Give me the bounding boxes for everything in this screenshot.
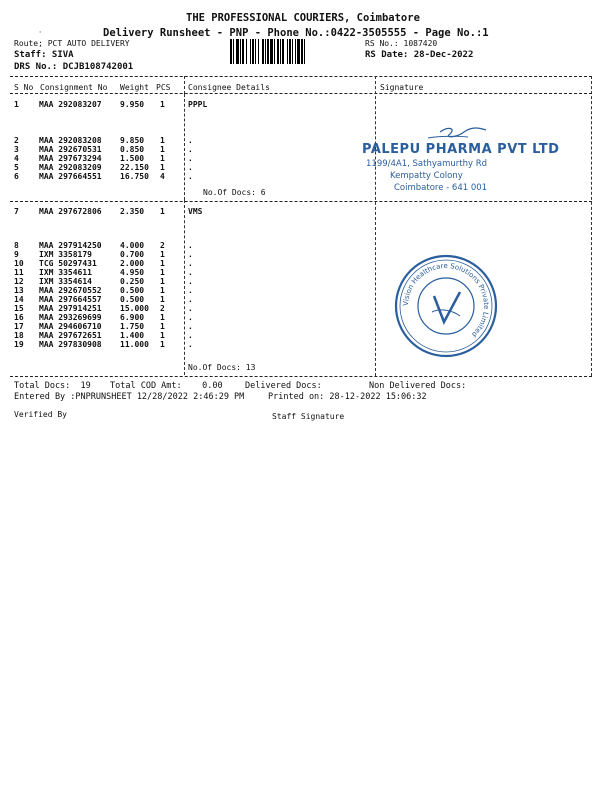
- row-consignee: .: [188, 250, 193, 259]
- row-consignee: .: [188, 268, 193, 277]
- col-header-weight: Weight: [120, 83, 149, 92]
- row-pieces: 1: [160, 322, 165, 331]
- col-header-pcs: PCS: [156, 83, 171, 92]
- row-weight: 9.850: [120, 136, 145, 145]
- row-weight: 0.850: [120, 145, 145, 154]
- row-serial-number: 10: [14, 259, 24, 268]
- row-serial-number: 8: [14, 241, 19, 250]
- row-pieces: 1: [160, 295, 165, 304]
- table-header-rule: [10, 93, 592, 94]
- row-pieces: 2: [160, 241, 165, 250]
- row-consignment-number: MAA 292670552: [39, 286, 102, 295]
- row-weight: 0.500: [120, 286, 145, 295]
- row-weight: 4.950: [120, 268, 145, 277]
- row-weight: 6.900: [120, 313, 145, 322]
- col-header-consignment: Consignment No: [40, 83, 108, 92]
- group1-doc-count: No.Of Docs: 6: [203, 188, 266, 197]
- row-consignment-number: MAA 297830908: [39, 340, 102, 349]
- row-pieces: 1: [160, 100, 165, 109]
- row-consignee: .: [188, 172, 193, 181]
- row-serial-number: 11: [14, 268, 24, 277]
- staff-label: Staff: SIVA: [14, 50, 74, 60]
- row-pieces: 1: [160, 145, 165, 154]
- route-label: Route; PCT AUTO DELIVERY: [14, 39, 130, 48]
- row-consignee: .: [188, 286, 193, 295]
- row-weight: 16.750: [120, 172, 149, 181]
- row-serial-number: 19: [14, 340, 24, 349]
- row-weight: 0.500: [120, 295, 145, 304]
- row-consignment-number: MAA 297914250: [39, 241, 102, 250]
- row-consignment-number: MAA 294606710: [39, 322, 102, 331]
- scan-mark: ': [38, 30, 43, 38]
- non-delivered-docs: Non Delivered Docs:: [369, 381, 467, 391]
- rs-number: RS No.: 1087420: [365, 39, 438, 48]
- row-consignment-number: MAA 292083207: [39, 100, 102, 109]
- runsheet-subtitle: Delivery Runsheet - PNP - Phone No.:0422-3505555 - Page No.:1: [103, 27, 489, 39]
- row-pieces: 1: [160, 250, 165, 259]
- barcode-bar: [305, 39, 307, 64]
- row-weight: 11.000: [120, 340, 149, 349]
- row-weight: 1.400: [120, 331, 145, 340]
- group2-doc-count: No.Of Docs: 13: [188, 363, 256, 372]
- row-weight: 22.150: [120, 163, 149, 172]
- row-serial-number: 1: [14, 100, 19, 109]
- company-title: THE PROFESSIONAL COURIERS, Coimbatore: [186, 12, 420, 24]
- row-serial-number: 9: [14, 250, 19, 259]
- row-consignment-number: MAA 297664557: [39, 295, 102, 304]
- row-serial-number: 17: [14, 322, 24, 331]
- row-pieces: 4: [160, 172, 165, 181]
- col-sep-signature: [375, 76, 376, 376]
- row-consignee: .: [188, 340, 193, 349]
- svg-text:Vision Healthcare Solutions Pr: [402, 262, 490, 339]
- barcode: [230, 39, 356, 64]
- row-weight: 2.000: [120, 259, 145, 268]
- row-pieces: 1: [160, 154, 165, 163]
- row-consignee: .: [188, 277, 193, 286]
- row-consignee: .: [188, 304, 193, 313]
- row-consignee: .: [188, 331, 193, 340]
- row-consignment-number: MAA 297672806: [39, 207, 102, 216]
- col-sep-consignee-top: [184, 94, 185, 200]
- row-serial-number: 15: [14, 304, 24, 313]
- stamp-address-line2: Kempatty Colony: [390, 171, 463, 181]
- row-consignee: .: [188, 241, 193, 250]
- verified-by: Verified By: [14, 410, 67, 419]
- seal-icon: [392, 252, 500, 360]
- col-header-consignee: Consignee Details: [188, 83, 270, 92]
- row-consignee: .: [188, 145, 193, 154]
- row-pieces: 2: [160, 304, 165, 313]
- row-weight: 0.700: [120, 250, 145, 259]
- row-weight: 4.000: [120, 241, 145, 250]
- row-serial-number: 7: [14, 207, 19, 216]
- row-pieces: 1: [160, 331, 165, 340]
- row-weight: 9.950: [120, 100, 145, 109]
- row-pieces: 1: [160, 286, 165, 295]
- row-consignment-number: TCG 50297431: [39, 259, 97, 268]
- row-consignment-number: IXM 3358179: [39, 250, 92, 259]
- row-pieces: 1: [160, 259, 165, 268]
- row-pieces: 1: [160, 268, 165, 277]
- row-serial-number: 2: [14, 136, 19, 145]
- row-consignment-number: MAA 292083208: [39, 136, 102, 145]
- group-separator: [10, 201, 592, 202]
- row-consignment-number: MAA 292083209: [39, 163, 102, 172]
- row-consignee: .: [188, 154, 193, 163]
- row-consignee: .: [188, 313, 193, 322]
- drs-number: DRS No.: DCJB108742001: [14, 62, 134, 72]
- printed-on: Printed on: 28-12-2022 15:06:32: [268, 392, 427, 402]
- row-pieces: 1: [160, 163, 165, 172]
- row-serial-number: 6: [14, 172, 19, 181]
- row-weight: 15.000: [120, 304, 149, 313]
- row-consignment-number: MAA 297664551: [39, 172, 102, 181]
- company-seal: [392, 252, 500, 360]
- row-consignment-number: MAA 293269699: [39, 313, 102, 322]
- row-pieces: 1: [160, 277, 165, 286]
- entered-by: Entered By :PNPRUNSHEET 12/28/2022 2:46:29 PM: [14, 392, 245, 402]
- row-consignee: .: [188, 295, 193, 304]
- row-pieces: 1: [160, 207, 165, 216]
- table-top-rule: [10, 76, 592, 77]
- row-consignee: VMS: [188, 207, 203, 216]
- row-consignment-number: MAA 297672651: [39, 331, 102, 340]
- col-sep-right: [591, 76, 592, 376]
- col-sep-consignee-body: [184, 200, 185, 375]
- row-consignee: .: [188, 163, 193, 172]
- row-consignment-number: MAA 292670531: [39, 145, 102, 154]
- total-cod-amount: Total COD Amt: 0.00: [110, 381, 223, 391]
- row-serial-number: 13: [14, 286, 24, 295]
- row-pieces: 1: [160, 313, 165, 322]
- seal-text: Vision Healthcare Solutions Private Limited: [401, 261, 491, 339]
- row-consignee: PPPL: [188, 100, 208, 109]
- staff-signature: Staff Signature: [272, 412, 345, 421]
- row-serial-number: 18: [14, 331, 24, 340]
- row-serial-number: 16: [14, 313, 24, 322]
- col-sep-consignee: [184, 76, 185, 94]
- row-consignment-number: IXM 3354611: [39, 268, 92, 277]
- col-header-signature: Signature: [380, 83, 424, 92]
- company-stamp: [362, 124, 568, 196]
- row-serial-number: 12: [14, 277, 24, 286]
- table-bottom-rule: [10, 376, 592, 377]
- row-weight: 2.350: [120, 207, 145, 216]
- row-consignee: .: [188, 136, 193, 145]
- stamp-company-name: PALEPU PHARMA PVT LTD: [362, 142, 560, 157]
- row-consignee: .: [188, 259, 193, 268]
- row-pieces: 1: [160, 340, 165, 349]
- total-docs: Total Docs: 19: [14, 381, 91, 391]
- row-serial-number: 4: [14, 154, 19, 163]
- stamp-address-line1: 1199/4A1, Sathyamurthy Rd: [366, 159, 488, 169]
- row-serial-number: 5: [14, 163, 19, 172]
- row-weight: 0.250: [120, 277, 145, 286]
- row-consignment-number: MAA 297673294: [39, 154, 102, 163]
- row-consignment-number: MAA 297914251: [39, 304, 102, 313]
- delivered-docs: Delivered Docs:: [245, 381, 322, 391]
- row-weight: 1.500: [120, 154, 145, 163]
- stamp-address-line3: Coimbatore - 641 001: [394, 183, 488, 193]
- row-serial-number: 14: [14, 295, 24, 304]
- col-header-sno: S No: [14, 83, 34, 92]
- row-serial-number: 3: [14, 145, 19, 154]
- row-weight: 1.750: [120, 322, 145, 331]
- row-consignee: .: [188, 322, 193, 331]
- row-pieces: 1: [160, 136, 165, 145]
- row-consignment-number: IXM 3354614: [39, 277, 92, 286]
- rs-date: RS Date: 28-Dec-2022: [365, 50, 474, 60]
